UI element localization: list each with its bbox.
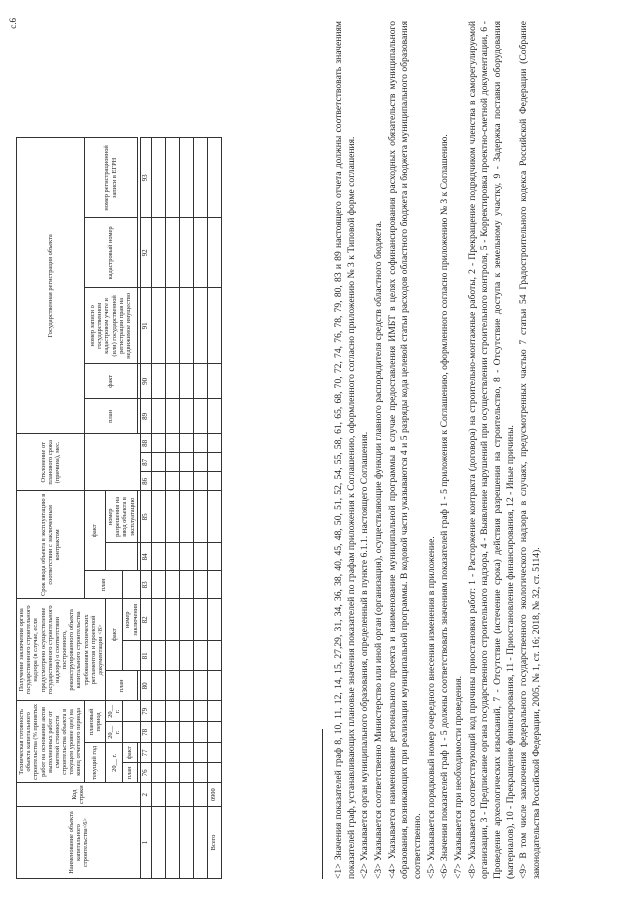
footnotes bbox=[333, 21, 545, 879]
total-label: Всего bbox=[207, 807, 221, 879]
footnote-2: <2> Указывается орган муниципального образования, определенный в пункте 6.1.1. настоящего Соглашения. bbox=[359, 431, 371, 879]
header-year-a: 20__ г. bbox=[106, 743, 123, 783]
header-permit-no: номер разрешения на ввод объекта в эксплуатацию bbox=[106, 491, 138, 543]
col-num: 83 bbox=[140, 571, 151, 599]
header-year-b: 20__ г. bbox=[106, 722, 123, 743]
header-row-1 bbox=[17, 138, 85, 879]
col-num: 91 bbox=[140, 288, 151, 364]
column-number-row bbox=[140, 138, 151, 879]
header-reg-plan: план bbox=[84, 399, 137, 434]
header-conclusion-no: номер заключения bbox=[123, 599, 140, 641]
footnote-separator bbox=[322, 729, 323, 879]
table-row bbox=[179, 138, 193, 879]
header-fact-a: факт bbox=[123, 743, 137, 763]
col-num: 78 bbox=[140, 722, 151, 743]
header-concl-fact-date bbox=[123, 641, 140, 671]
header-reg-fact: факт bbox=[84, 364, 137, 399]
col-num: 77 bbox=[140, 743, 151, 763]
total-code: 0900 bbox=[207, 783, 221, 807]
footnote-4: <4> Указывается наименование регионального проекта и наименование муниципальной программы в случае предоставления ИМБТ в целях софинансирования расходных обязательств муниципального образования, возникающих при реализации муниципальной программы. В кодовой части указываются 4 и 5 разряды кода целевой статьи расходов областного бюджета и бюджета муниципального образования соответственно. bbox=[386, 21, 423, 879]
col-num: 93 bbox=[140, 138, 151, 218]
header-concl-fact: факт bbox=[106, 599, 123, 671]
col-num: 82 bbox=[140, 599, 151, 641]
header-egrn: номер регистрационной записи в ЕГРН bbox=[84, 138, 137, 218]
header-commission-fact-date bbox=[106, 543, 138, 571]
col-num: 86 bbox=[140, 472, 151, 491]
col-num: 87 bbox=[140, 453, 151, 472]
footnote-5: <5> Указывается порядковый номер очередного внесения изменения в приложение. bbox=[425, 536, 437, 879]
header-readiness: Техническая готовность объекта капитального строительства (% принятых работ на основании актов выполненных работ от сметной стоимости строительства объекта в текущем уровне цен) на конец отчетного периода bbox=[17, 701, 85, 783]
table-row bbox=[165, 138, 179, 879]
header-commission-fact: факт bbox=[84, 491, 106, 571]
header-cadastral: кадастровый номер bbox=[84, 218, 137, 288]
col-num: 88 bbox=[140, 434, 151, 453]
col-num: 2 bbox=[140, 783, 151, 807]
header-row-2 bbox=[84, 138, 106, 879]
table-row bbox=[151, 138, 165, 879]
header-plan-a: план bbox=[123, 763, 137, 783]
col-num: 90 bbox=[140, 364, 151, 399]
header-commission-plan: план bbox=[84, 571, 123, 599]
report-table bbox=[16, 137, 222, 879]
header-year-c: 20__ г. bbox=[106, 701, 123, 722]
col-num: 1 bbox=[140, 807, 151, 879]
header-current-year: текущий год bbox=[84, 743, 106, 783]
header-commission: Срок ввода объекта в эксплуатацию в соответствии с заключенным контрактом bbox=[17, 491, 85, 599]
col-num: 79 bbox=[140, 701, 151, 722]
col-num: 89 bbox=[140, 399, 151, 434]
header-concl-plan: план bbox=[106, 671, 138, 701]
col-num: 92 bbox=[140, 218, 151, 288]
total-row bbox=[207, 138, 221, 879]
footnote-6: <6> Значения показателей граф 1 - 5 должны соответствовать значениям показателей граф 1 - 5 приложения к Соглашению, оформленного согласно приложению № 3 к Соглашению. bbox=[439, 134, 451, 879]
header-object-name: Наименование объекта капитального строительства<6> bbox=[17, 807, 141, 879]
footnote-8: <8> Указывается соответствующий код причины приостановки работ: 1 - Расторжение контракта (договора) на строительно-монтажные работы, 2 - Прекращение подрядчиком членства в саморегулируемой организации, 3 - Предписание органа государственного строительного надзора, 4 - Выявление нарушений при осуществлении строительного контроля, 5 - Корректировка проектно-сметной документации, 6 - Проведение археологических изысканий, 7 - Отсутствие (истечение срока) действия разрешения на строительство, 8 - Отсутствие доступа к земельному участку, 9 - Задержка поставки оборудования (материалов), 10 - Прекращение финансирования, 11 - Приостановление финансирования, 12 - Иные причины. bbox=[466, 21, 516, 879]
col-num: 80 bbox=[140, 671, 151, 701]
header-registration: Государственная регистрация объекта bbox=[17, 138, 85, 434]
footnote-3: <3> Указывается соответственно Министерство или иной орган (организация), осуществляющие функции главного распорядителя средств областного бюджета. bbox=[372, 220, 384, 879]
footnote-9: <9> В том числе заключения федерального государственного экологического надзора в случаях, предусмотренных частью 7 статьи 54 Градостроительного кодекса Российской Федерации (Собрание законодательства Российской Федерации, 2005, № 1, ст. 16; 2018, № 32, ст. 5114). bbox=[518, 21, 542, 879]
col-num: 76 bbox=[140, 763, 151, 783]
footnote-1: <1> Значения показателей граф 8, 10, 11, 12, 14, 15, 27,29, 31, 34, 36, 38, 40, 45, 48, 50, 51, 52, 54, 55, 58, 61, 65, 68, 70, 72, 74, 76, 78, 79, 80, 83 и 89 настоящего отчета должны соответствовать значениям показателей граф, устанавливающих плановые значения показателей по графам приложения к Соглашению, оформленного согласно приложению № 3 к Типовой форме соглашения. bbox=[333, 21, 357, 879]
col-num: 81 bbox=[140, 641, 151, 671]
header-conclusion: Получение заключения органа государственного строительного надзора (в случае, если предусмотрено осуществление государственного строительного надзора) о соответствии построенного, реконструированного объекта капитального строительства требованиям технических регламентов и проектной документации <8> bbox=[17, 599, 106, 701]
col-num: 85 bbox=[140, 491, 151, 543]
footnote-7: <7> Указывается при необходимости проведения. bbox=[452, 675, 464, 879]
col-num: 84 bbox=[140, 543, 151, 571]
header-planned-period: плановый период bbox=[84, 701, 106, 743]
header-deviation: Отклонение от планового срока (причина), мес. bbox=[17, 434, 85, 491]
table-row bbox=[193, 138, 207, 879]
header-reg-entry: номер записи о государственном кадастровом учете и (или) государственной регистрации прав на недвижимое имущество bbox=[84, 288, 137, 364]
header-row-code: Код строки bbox=[17, 783, 141, 807]
page-number: с.6 bbox=[8, 18, 18, 29]
